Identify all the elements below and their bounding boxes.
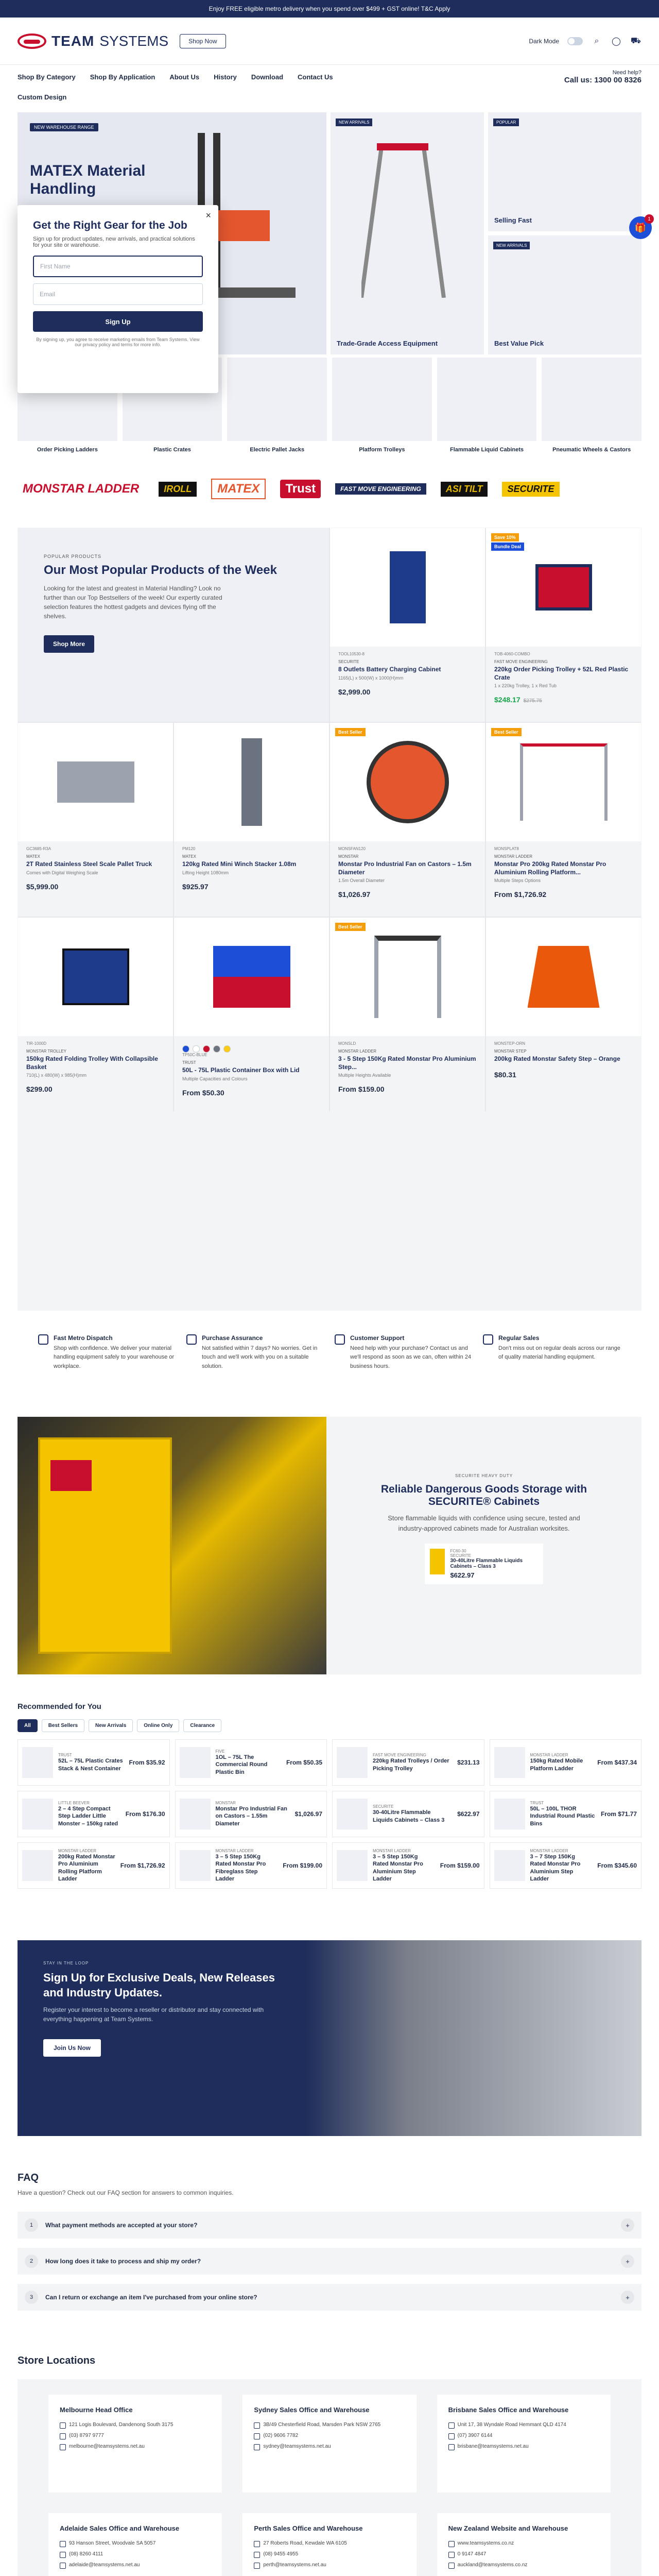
product-meta: Multiple Capacities and Colours bbox=[182, 1076, 248, 1081]
product-price: From $1,726.92 bbox=[494, 890, 547, 899]
store-email[interactable]: melbourne@teamsystems.net.au bbox=[60, 2444, 211, 2449]
store-phone[interactable]: (03) 8797 9777 bbox=[60, 2433, 211, 2438]
product-brand: MATEX bbox=[26, 854, 40, 859]
text-product_price: $622.97 bbox=[450, 1571, 475, 1579]
faq-title: FAQ bbox=[18, 2172, 39, 2183]
store-card bbox=[437, 2513, 611, 2576]
announcement-text: Enjoy FREE eligible metro delivery when you spend over $499 + GST online! T&C Apply bbox=[209, 5, 450, 12]
usp-sales bbox=[483, 1334, 621, 1406]
store-address: 93 Hanson Street, Woodvale SA 5057 bbox=[60, 2540, 211, 2546]
product-thumbnail bbox=[337, 1850, 368, 1881]
reco-item[interactable] bbox=[18, 1739, 170, 1786]
reco-brand: MONSTAR LADDER bbox=[530, 1753, 568, 1758]
close-icon[interactable]: × bbox=[205, 210, 211, 221]
product-brand: FAST MOVE ENGINEERING bbox=[494, 659, 548, 664]
tile-tag: NEW ARRIVALS bbox=[336, 118, 372, 126]
product-name: 3 - 5 Step 150Kg Rated Monstar Pro Aluminium Step... bbox=[338, 1055, 476, 1071]
product-thumbnail bbox=[22, 1747, 53, 1778]
product-meta: Lifting Height 1080mm bbox=[182, 870, 229, 875]
call-us-block[interactable] bbox=[564, 70, 641, 84]
product-name: 120kg Rated Mini Winch Stacker 1.08m bbox=[182, 860, 297, 868]
reco-price: From $50.35 bbox=[286, 1759, 322, 1766]
product-price: From $159.00 bbox=[338, 1085, 385, 1094]
usp-row bbox=[18, 1334, 641, 1406]
product-brand: MONSTAR TROLLEY bbox=[26, 1049, 66, 1054]
category-label: Platform Trolleys bbox=[359, 447, 405, 453]
product-card[interactable] bbox=[330, 723, 485, 917]
call-number[interactable]: Call us: 1300 00 8326 bbox=[564, 75, 641, 84]
brand-logo-matex[interactable]: MATEX bbox=[211, 479, 266, 499]
brand-logo-iroll[interactable]: IROLL bbox=[159, 482, 197, 497]
product-card[interactable] bbox=[18, 918, 173, 1111]
product-thumbnail bbox=[180, 1799, 211, 1829]
product-card[interactable] bbox=[486, 918, 641, 1111]
tile-tag: POPULAR bbox=[493, 118, 519, 126]
product-thumbnail bbox=[494, 1747, 525, 1778]
signup-title: Sign Up for Exclusive Deals, New Releases and Industry Updates. bbox=[43, 1971, 275, 1999]
logo-mark bbox=[18, 33, 46, 49]
product-card[interactable] bbox=[330, 918, 485, 1111]
reco-price: From $176.30 bbox=[125, 1810, 165, 1818]
reco-brand: MONSTAR LADDER bbox=[215, 1848, 254, 1853]
search-icon[interactable]: ⌕ bbox=[594, 36, 599, 45]
popular-text: Looking for the latest and greatest in Material Handling? Look no further than our Top Bestsellers of the week! Our expertly curated selection features the hottest gadgets and devices flying off the shelves. bbox=[44, 585, 222, 620]
product-price: $1,026.97 bbox=[338, 890, 371, 899]
best-seller-badge: Best Seller bbox=[335, 923, 366, 931]
store-address: www.teamsystems.co.nz bbox=[448, 2540, 599, 2546]
shop-more-button[interactable]: Shop More bbox=[44, 635, 94, 653]
dark-mode-label: Dark Mode bbox=[529, 37, 559, 45]
text-num: 1 bbox=[25, 2218, 38, 2232]
reco-item[interactable] bbox=[18, 1791, 170, 1837]
nav-about-us[interactable]: About Us bbox=[169, 73, 200, 81]
shield-icon bbox=[186, 1334, 197, 1345]
reco-item[interactable] bbox=[490, 1791, 642, 1837]
first-name-input[interactable]: First Name bbox=[33, 256, 203, 277]
product-brand: MONSTAR LADDER bbox=[338, 1049, 377, 1054]
reco-item[interactable] bbox=[18, 1842, 170, 1889]
text-title: Fast Metro Dispatch bbox=[54, 1334, 113, 1342]
ladder-image bbox=[361, 143, 464, 298]
brand-logo-trust[interactable]: Trust bbox=[280, 480, 321, 498]
product-price: $80.31 bbox=[494, 1070, 516, 1079]
product-name: 220kg Order Picking Trolley + 52L Red Plastic Crate bbox=[494, 666, 629, 681]
product-thumbnail bbox=[22, 1850, 53, 1881]
store-phone[interactable]: (02) 9606 7782 bbox=[254, 2433, 405, 2438]
text-num: 3 bbox=[25, 2291, 38, 2304]
product-thumbnail bbox=[337, 1799, 368, 1829]
text-text: Don't miss out on regular deals across our range of quality material handling equipment. bbox=[498, 1345, 620, 1361]
store-address: Unit 17, 38 Wyndale Road Hemmant QLD 4174 bbox=[448, 2422, 599, 2428]
store-name: New Zealand Website and Warehouse bbox=[448, 2524, 568, 2532]
stores-title: Store Locations bbox=[18, 2355, 96, 2366]
product-thumbnail bbox=[337, 1747, 368, 1778]
join-us-button[interactable]: Join Us Now bbox=[43, 2039, 101, 2057]
store-phone[interactable]: 0 9147 4847 bbox=[448, 2551, 599, 2557]
store-name: Brisbane Sales Office and Warehouse bbox=[448, 2406, 569, 2414]
securite-title: Reliable Dangerous Goods Storage with SECURITE® Cabinets bbox=[380, 1483, 587, 1507]
store-name: Adelaide Sales Office and Warehouse bbox=[60, 2524, 180, 2532]
hero-tile-selling-fast[interactable] bbox=[488, 112, 641, 231]
plus-icon: + bbox=[621, 2218, 634, 2232]
product-price: $299.00 bbox=[26, 1085, 53, 1094]
product-thumbnail bbox=[180, 1747, 211, 1778]
product-meta: Comes with Digital Weighing Scale bbox=[26, 870, 98, 875]
product-price: $5,999.00 bbox=[26, 882, 59, 891]
tile-label: Selling Fast bbox=[494, 216, 532, 224]
nav-custom-design[interactable]: Custom Design bbox=[18, 93, 67, 101]
text-title: Purchase Assurance bbox=[202, 1334, 263, 1342]
hero-tile-access-equipment[interactable] bbox=[331, 112, 484, 354]
product-brand: TRUST bbox=[182, 1060, 196, 1065]
signup-modal bbox=[18, 205, 218, 393]
reco-brand: TRUST bbox=[58, 1753, 72, 1758]
product-name: 8 Outlets Battery Charging Cabinet bbox=[338, 666, 441, 673]
product-name: 150kg Rated Folding Trolley With Collapsible Basket bbox=[26, 1055, 158, 1071]
product-sku: MONSLD bbox=[338, 1041, 356, 1046]
reco-name: 150kg Rated Mobile Platform Ladder bbox=[530, 1758, 583, 1772]
reco-price: $231.13 bbox=[457, 1759, 480, 1766]
product-card[interactable] bbox=[330, 528, 485, 722]
brand-strip bbox=[18, 476, 641, 502]
product-meta: Multiple Heights Available bbox=[338, 1073, 391, 1078]
rewards-float-button[interactable]: 🎁 1 bbox=[629, 216, 652, 239]
product-sku: TOOL10530-8 bbox=[338, 652, 365, 656]
popular-tag: POPULAR PRODUCTS bbox=[44, 554, 102, 559]
product-price: $925.97 bbox=[182, 882, 209, 891]
modal-title: Get the Right Gear for the Job bbox=[33, 219, 187, 231]
reco-brand: MONSTAR LADDER bbox=[530, 1848, 568, 1853]
product-price: $248.17 bbox=[494, 696, 521, 704]
reco-name: 30-40Litre Flammable Liquids Cabinets – Class 3 bbox=[373, 1809, 445, 1823]
truck-icon bbox=[38, 1334, 48, 1345]
plus-icon: + bbox=[621, 2255, 634, 2268]
modal-signup-button[interactable]: Sign Up bbox=[33, 311, 203, 332]
store-email[interactable]: perth@teamsystems.net.au bbox=[254, 2562, 405, 2568]
product-thumbnail bbox=[494, 1799, 525, 1829]
reco-item[interactable] bbox=[490, 1842, 642, 1889]
faq-item[interactable] bbox=[18, 2212, 641, 2239]
store-name: Sydney Sales Office and Warehouse bbox=[254, 2406, 370, 2414]
popular-title: Our Most Popular Products of the Week bbox=[44, 563, 277, 577]
plus-icon: + bbox=[621, 2291, 634, 2304]
store-card bbox=[48, 2395, 222, 2493]
category-label: Electric Pallet Jacks bbox=[250, 447, 305, 453]
reco-price: From $199.00 bbox=[283, 1862, 322, 1869]
reco-brand: FAST MOVE ENGINEERING bbox=[373, 1753, 426, 1758]
filter-all[interactable]: All bbox=[18, 1719, 38, 1732]
text-q: Can I return or exchange an item I've purchased from your online store? bbox=[45, 2294, 257, 2301]
category-electric-pallet-jacks[interactable] bbox=[227, 358, 327, 455]
text-q: How long does it take to process and ship my order? bbox=[45, 2258, 201, 2265]
securite-text: Store flammable liquids with confidence using secure, tested and industry-approved cabinets made for Australian worksites. bbox=[388, 1514, 580, 1532]
category-label: Order Picking Ladders bbox=[37, 447, 98, 453]
store-address: 27 Roberts Road, Kewdale WA 6105 bbox=[254, 2540, 405, 2546]
brand-logo-monstar[interactable]: MONSTAR LADDER bbox=[23, 482, 140, 496]
securite-product-card[interactable] bbox=[425, 1544, 543, 1584]
forklift-image bbox=[306, 1940, 641, 2136]
product-name: 50L - 75L Plastic Container Box with Lid bbox=[182, 1066, 300, 1074]
modal-text: Sign up for product updates, new arrivals, and practical solutions for your site or warehouse. bbox=[33, 236, 195, 248]
text-num: 2 bbox=[25, 2255, 38, 2268]
reco-brand: SECURITE bbox=[373, 1804, 394, 1809]
text-product_sku: FC60-30 bbox=[450, 1549, 466, 1553]
store-email[interactable]: brisbane@teamsystems.net.au bbox=[448, 2444, 599, 2449]
best-seller-badge: Best Seller bbox=[335, 728, 366, 736]
text-product_brand: SECURITE bbox=[450, 1553, 471, 1558]
product-brand: MONSTAR LADDER bbox=[494, 854, 533, 859]
faq-section bbox=[18, 2172, 641, 2311]
popular-intro bbox=[18, 528, 329, 722]
store-email[interactable]: adelaide@teamsystems.net.au bbox=[60, 2562, 211, 2568]
color-swatches[interactable] bbox=[182, 1045, 321, 1053]
user-icon[interactable]: ◯ bbox=[612, 37, 621, 46]
reco-name: 1OL – 75L The Commercial Round Plastic Bin bbox=[215, 1754, 268, 1775]
product-card[interactable] bbox=[18, 723, 173, 917]
logo-team-text: TEAM bbox=[51, 32, 95, 49]
best-seller-badge: Best Seller bbox=[491, 728, 522, 736]
store-address: 3B/49 Chesterfield Road, Marsden Park NSW 2765 bbox=[254, 2422, 405, 2428]
product-price: From $50.30 bbox=[182, 1088, 224, 1097]
category-label: Plastic Crates bbox=[153, 447, 191, 453]
signup-tag: STAY IN THE LOOP bbox=[43, 1961, 89, 1965]
notification-badge: 1 bbox=[645, 214, 654, 224]
reco-brand: FIVE bbox=[215, 1749, 225, 1754]
category-platform-trolleys[interactable] bbox=[332, 358, 432, 455]
brand-logo-securite[interactable]: SECURITE bbox=[502, 482, 559, 497]
product-sku: MONSFAN120 bbox=[338, 846, 366, 851]
logo-systems-text: SYSTEMS bbox=[99, 32, 169, 49]
reco-price: From $345.60 bbox=[597, 1862, 637, 1869]
product-brand: MONSTAR bbox=[338, 854, 359, 859]
product-card[interactable] bbox=[174, 918, 329, 1111]
filter-clearance[interactable]: Clearance bbox=[183, 1719, 221, 1732]
nav-shop-by-category[interactable]: Shop By Category bbox=[18, 73, 76, 81]
product-thumbnail bbox=[180, 1850, 211, 1881]
product-sku: MONSPLAT8 bbox=[494, 846, 519, 851]
reco-price: From $35.92 bbox=[129, 1759, 165, 1766]
product-thumbnail bbox=[22, 1799, 53, 1829]
newsletter-banner bbox=[18, 1940, 641, 2136]
tile-label: Trade-Grade Access Equipment bbox=[337, 340, 438, 347]
store-phone[interactable]: (08) 9455 4955 bbox=[254, 2551, 405, 2557]
reco-item[interactable] bbox=[175, 1842, 327, 1889]
store-card bbox=[242, 2395, 416, 2493]
store-email[interactable]: sydney@teamsystems.net.au bbox=[254, 2444, 405, 2449]
reco-item[interactable] bbox=[175, 1791, 327, 1837]
product-sku: GC3685-R3A bbox=[26, 846, 51, 851]
usp-dispatch bbox=[38, 1334, 176, 1406]
category-flammable-cabinets[interactable] bbox=[437, 358, 537, 455]
product-card[interactable] bbox=[486, 528, 641, 722]
reco-brand: MONSTAR bbox=[215, 1801, 236, 1806]
filter-new-arrivals[interactable]: New Arrivals bbox=[89, 1719, 133, 1732]
brand-logo-fastmove[interactable]: FAST MOVE ENGINEERING bbox=[335, 483, 426, 495]
reco-name: 3 – 5 Step 150Kg Rated Monstar Pro Aluminium Step Ladder bbox=[373, 1853, 423, 1882]
cabinet-image bbox=[18, 1417, 326, 1674]
hero-title: MATEX Material Handling bbox=[30, 162, 146, 197]
hero-tile-best-value[interactable] bbox=[488, 235, 641, 354]
product-sku: TP50C-BLUE bbox=[182, 1053, 207, 1057]
reco-brand: MONSTAR LADDER bbox=[58, 1848, 97, 1853]
usp-support bbox=[335, 1334, 473, 1406]
product-thumbnail bbox=[494, 1850, 525, 1881]
hero-banner bbox=[18, 112, 641, 354]
text-text: Not satisfied within 7 days? No worries. Get in touch and we'll work with you on a suitable solution. bbox=[202, 1345, 318, 1369]
reco-name: Monstar Pro Industrial Fan on Castors – 1.55m Diameter bbox=[215, 1806, 287, 1827]
product-price: $2,999.00 bbox=[338, 687, 371, 696]
product-sku: MONSTEP-ORN bbox=[494, 1041, 525, 1046]
signup-text: Register your interest to become a reseller or distributor and stay connected with everything happening at Team Systems. bbox=[43, 2006, 264, 2023]
product-sku: PM120 bbox=[182, 846, 196, 851]
store-phone[interactable]: (07) 3907 6144 bbox=[448, 2433, 599, 2438]
call-label: Need help? bbox=[612, 69, 641, 76]
reco-item[interactable] bbox=[332, 1739, 484, 1786]
text-text: Shop with confidence. We deliver your material handling equipment safely to your warehouse or workplace. bbox=[54, 1345, 175, 1369]
product-name: 2T Rated Stainless Steel Scale Pallet Truck bbox=[26, 860, 152, 868]
usp-assurance bbox=[186, 1334, 324, 1406]
save-badge: Save 10% bbox=[491, 533, 519, 541]
tile-tag: NEW ARRIVALS bbox=[493, 242, 530, 249]
modal-fine-print: By signing up, you agree to receive marketing emails from Team Systems. View our privacy policy and terms for more info. bbox=[36, 337, 200, 347]
category-label: Pneumatic Wheels & Castors bbox=[552, 447, 631, 453]
site-header bbox=[0, 18, 659, 65]
bundle-badge: Bundle Deal bbox=[491, 543, 524, 551]
reco-item[interactable] bbox=[332, 1842, 484, 1889]
product-meta: Multiple Steps Options bbox=[494, 878, 541, 884]
faq-subtitle: Have a question? Check out our FAQ section for answers to common inquiries. bbox=[18, 2189, 234, 2196]
dark-mode-toggle[interactable] bbox=[567, 37, 583, 45]
faq-item[interactable] bbox=[18, 2248, 641, 2275]
filter-best-sellers[interactable]: Best Sellers bbox=[42, 1719, 84, 1732]
product-name: Monstar Pro Industrial Fan on Castors – 1.5m Diameter bbox=[338, 860, 472, 876]
filter-online-only[interactable]: Online Only bbox=[137, 1719, 179, 1732]
hero-tag: NEW WAREHOUSE RANGE bbox=[30, 123, 98, 131]
tag-icon bbox=[483, 1334, 493, 1345]
text-text: Need help with your purchase? Contact us and we'll respond as soon as we can, often within 24 business hours. bbox=[350, 1345, 472, 1369]
nav-download[interactable]: Download bbox=[251, 73, 284, 81]
product-sku: TOB-4060-COMBO bbox=[494, 652, 530, 656]
securite-feature bbox=[18, 1417, 641, 1674]
text-product_name: 30-40Litre Flammable Liquids Cabinets – Class 3 bbox=[450, 1558, 523, 1569]
shop-now-button[interactable]: Shop Now bbox=[180, 34, 226, 48]
product-was: $275.75 bbox=[523, 698, 542, 704]
category-label: Flammable Liquid Cabinets bbox=[450, 447, 524, 453]
reco-price: From $1,726.92 bbox=[120, 1862, 165, 1869]
brand-logo-asitilt[interactable]: ASI TILT bbox=[441, 482, 488, 497]
product-card[interactable] bbox=[174, 723, 329, 917]
product-brand: SECURITE bbox=[338, 659, 359, 664]
nav-history[interactable]: History bbox=[214, 73, 237, 81]
reco-name: 50L – 100L THOR Industrial Round Plastic Bins bbox=[530, 1806, 595, 1827]
faq-item[interactable] bbox=[18, 2284, 641, 2311]
store-locations bbox=[18, 2355, 641, 2576]
store-name: Melbourne Head Office bbox=[60, 2406, 133, 2414]
reco-item[interactable] bbox=[490, 1739, 642, 1786]
reco-brand: MONSTAR LADDER bbox=[373, 1848, 411, 1853]
reco-brand: LITTLE BEEVER bbox=[58, 1801, 90, 1806]
reco-name: 3 – 5 Step 150Kg Rated Monstar Pro Fibreglass Step Ladder bbox=[215, 1853, 266, 1882]
reco-name: 3 – 7 Step 150Kg Rated Monstar Pro Aluminium Step Ladder bbox=[530, 1853, 581, 1882]
email-input[interactable]: Email bbox=[33, 283, 203, 305]
reco-name: 2 – 4 Step Compact Step Ladder Little Monster – 150kg rated bbox=[58, 1806, 118, 1827]
reco-name: 52L – 75L Plastic Crates Stack & Nest Container bbox=[58, 1758, 123, 1772]
store-card bbox=[48, 2513, 222, 2576]
reco-name: 200kg Rated Monstar Pro Aluminium Rolling Platform Ladder bbox=[58, 1853, 115, 1882]
store-name: Perth Sales Office and Warehouse bbox=[254, 2524, 363, 2532]
product-brand: MATEX bbox=[182, 854, 196, 859]
product-meta: 1.5m Overall Diameter bbox=[338, 878, 385, 884]
securite-tag: SECURITE HEAVY DUTY bbox=[455, 1473, 513, 1478]
store-card bbox=[242, 2513, 416, 2576]
reco-name: 220kg Rated Trolleys / Order Picking Trolley bbox=[373, 1758, 449, 1772]
popular-products-section bbox=[18, 528, 641, 1311]
store-phone[interactable]: (08) 8260 4111 bbox=[60, 2551, 211, 2557]
nav-contact-us[interactable]: Contact Us bbox=[298, 73, 333, 81]
product-brand: MONSTAR STEP bbox=[494, 1049, 527, 1054]
cart-icon[interactable]: ⛟ bbox=[630, 36, 641, 45]
reco-price: $622.97 bbox=[457, 1810, 480, 1818]
store-card bbox=[437, 2395, 611, 2493]
reco-title: Recommended for You bbox=[18, 1702, 101, 1711]
product-meta: 1 x 220kg Trolley, 1 x Red Tub bbox=[494, 683, 557, 689]
reco-price: From $71.77 bbox=[600, 1810, 637, 1818]
reco-price: From $437.34 bbox=[597, 1759, 637, 1766]
reco-price: $1,026.97 bbox=[294, 1810, 322, 1818]
product-card[interactable] bbox=[486, 723, 641, 917]
text-q: What payment methods are accepted at your store? bbox=[45, 2222, 198, 2229]
main-nav bbox=[0, 65, 659, 89]
recommended-section bbox=[18, 1702, 641, 1889]
product-sku: TIR-1000D bbox=[26, 1041, 47, 1046]
product-name: Monstar Pro 200kg Rated Monstar Pro Aluminium Rolling Platform... bbox=[494, 860, 606, 876]
reco-brand: TRUST bbox=[530, 1801, 544, 1806]
announcement-bar bbox=[0, 0, 659, 18]
product-meta: 710(L) x 480(W) x 985(H)mm bbox=[26, 1073, 87, 1078]
site-logo[interactable] bbox=[18, 33, 168, 49]
store-address: 121 Logis Boulevard, Dandenong South 3175 bbox=[60, 2422, 211, 2428]
reco-item[interactable] bbox=[332, 1791, 484, 1837]
tile-label: Best Value Pick bbox=[494, 340, 544, 347]
text-title: Customer Support bbox=[350, 1334, 405, 1342]
text-title: Regular Sales bbox=[498, 1334, 540, 1342]
product-name: 200kg Rated Monstar Safety Step – Orange bbox=[494, 1055, 620, 1062]
store-email[interactable]: auckland@teamsystems.co.nz bbox=[448, 2562, 599, 2568]
category-pneumatic-wheels[interactable] bbox=[542, 358, 641, 455]
product-meta: 1165(L) x 500(W) x 1000(H)mm bbox=[338, 675, 404, 681]
reco-price: From $159.00 bbox=[440, 1862, 480, 1869]
reco-item[interactable] bbox=[175, 1739, 327, 1786]
nav-shop-by-application[interactable]: Shop By Application bbox=[90, 73, 155, 81]
headset-icon bbox=[335, 1334, 345, 1345]
